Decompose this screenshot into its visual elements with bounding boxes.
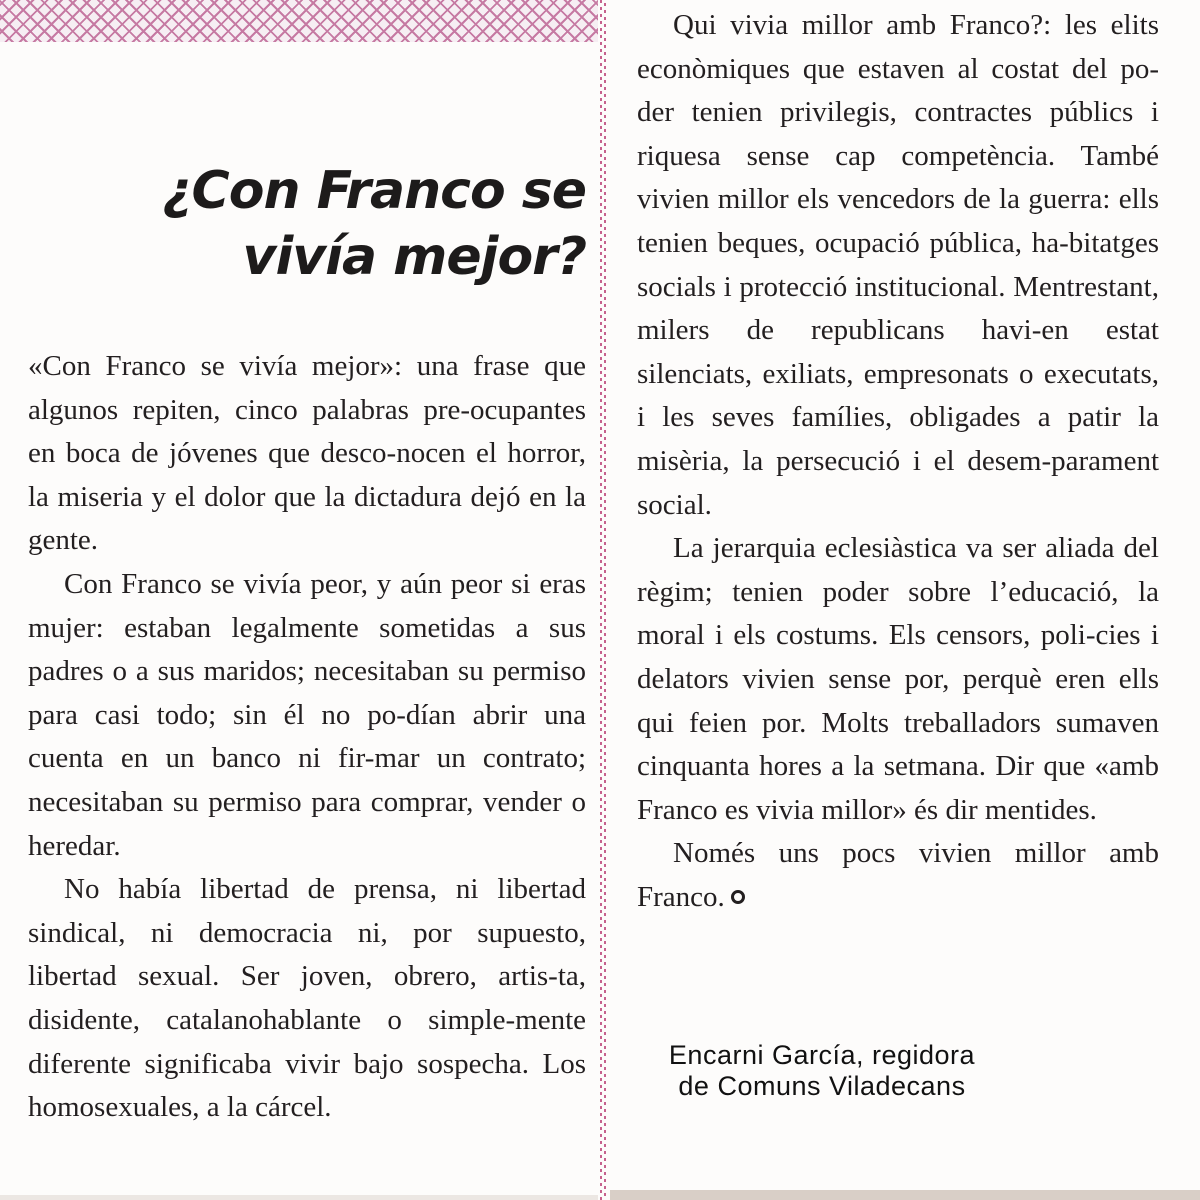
bottom-edge bbox=[0, 1195, 598, 1200]
column-divider bbox=[599, 0, 607, 1200]
right-paragraph-2: La jerarquia eclesiàstica va ser aliada del règim; tenien poder sobre l’educació, la moral i els costums. Els censors, poli-cies i delators vivien sense por, perquè eren ells qui feien por. Molts treballadors sumaven cinquanta hores a la setmana. Dir que «amb Franco es vivia millor» és dir mentides. bbox=[637, 532, 1159, 826]
left-paragraph-1: «Con Franco se vivía mejor»: una frase que algunos repiten, cinco palabras pre-ocupantes en boca de jóvenes que desco-nocen el horror, la miseria y el dolor que la dictadura dejó en la gente. bbox=[28, 350, 586, 557]
right-paragraph-3 bbox=[637, 832, 1159, 919]
credit-line-2: de Comuns Viladecans bbox=[678, 1071, 966, 1101]
closing-sentence: Només uns pocs vivien millor amb Franco. bbox=[637, 837, 1159, 913]
article-title bbox=[28, 158, 586, 290]
left-column bbox=[28, 345, 586, 1130]
title-line-1: ¿Con Franco se bbox=[162, 161, 586, 221]
right-column bbox=[637, 4, 1159, 919]
title-line-2: vivía mejor? bbox=[242, 227, 586, 287]
decorative-pattern-band bbox=[0, 0, 598, 42]
bottom-edge-right bbox=[610, 1190, 1200, 1200]
end-of-article-bullet-icon bbox=[731, 890, 745, 904]
author-credit bbox=[632, 1040, 1012, 1102]
title-block bbox=[28, 150, 586, 290]
credit-line-1: Encarni García, regidora bbox=[668, 1040, 976, 1070]
left-paragraph-3: No había libertad de prensa, ni libertad sindical, ni democracia ni, por supuesto, libertad sexual. Ser joven, obrero, artis-ta, disidente, catalanohablante o simple-mente diferente significaba vivir bajo sospecha. Los homosexuales, a la cárcel. bbox=[28, 873, 586, 1124]
right-paragraph-1: Qui vivia millor amb Franco?: les elits econòmiques que estaven al costat del po-der tenien privilegis, contractes públics i riquesa sense cap competència. També vivien millor els vencedors de la guerra: ells tenien beques, ocupació pública, ha-bitatges socials i protecció institucional. Mentrestant, milers de republicans havi-en estat silenciats, exiliats, empresonats o executats, i les seves famílies, obligades a patir la misèria, la persecució i el desem-parament social. bbox=[637, 9, 1159, 521]
left-paragraph-2: Con Franco se vivía peor, y aún peor si eras mujer: estaban legalmente sometidas a sus padres o a sus maridos; necesitaban su permiso para casi todo; sin él no po-dían abrir una cuenta en un banco ni fir-mar un contrato; necesitaban su permiso para comprar, vender o heredar. bbox=[28, 567, 586, 862]
